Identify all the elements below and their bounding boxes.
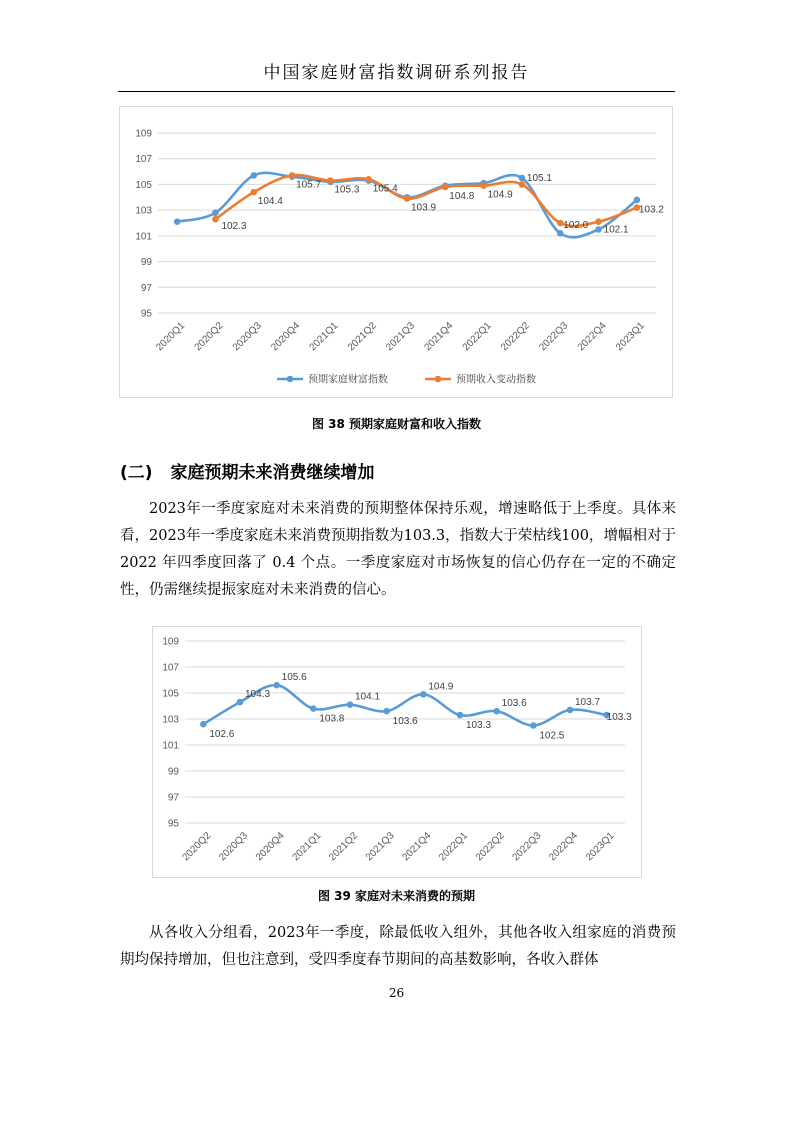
data-label: 105.1 [526, 173, 552, 184]
x-tick-label: 2020Q4 [269, 320, 303, 354]
data-point [457, 712, 464, 719]
section-title: 家庭预期未来消费继续增加 [170, 463, 375, 483]
y-tick-label: 97 [140, 282, 152, 294]
data-point [519, 181, 526, 188]
data-label: 102.6 [209, 729, 235, 741]
data-point [634, 197, 641, 204]
y-tick-label: 105 [135, 179, 152, 191]
data-label: 102.1 [603, 224, 629, 236]
data-point [480, 182, 487, 189]
data-label: 103.3 [466, 720, 492, 732]
y-tick-label: 109 [135, 128, 152, 140]
x-tick-label: 2022Q3 [537, 320, 571, 354]
y-tick-label: 103 [135, 205, 152, 217]
data-label: 104.4 [257, 196, 283, 208]
data-label: 104.9 [428, 681, 454, 693]
data-label: 103.8 [319, 713, 345, 725]
data-label: 103.9 [411, 202, 437, 214]
data-point [442, 184, 449, 191]
data-label: 105.4 [372, 183, 398, 195]
data-label: 103.3 [606, 712, 632, 724]
data-label: 105.6 [281, 672, 307, 684]
paragraph-2: 从各收入分组看，2023年一季度，除最低收入组外，其他各收入组家庭的消费预期均保持增加，但也注意到，受四季度春节期间的高基数影响，各收入群体 [120, 925, 676, 968]
data-point [365, 176, 372, 183]
y-tick-label: 99 [167, 766, 179, 778]
data-point [420, 691, 427, 698]
x-tick-label: 2021Q1 [307, 320, 341, 354]
x-tick-label: 2023Q1 [613, 320, 647, 354]
data-point [404, 195, 411, 202]
x-tick-label: 2022Q1 [460, 320, 494, 354]
legend-label: 预期家庭财富指数 [308, 374, 388, 386]
data-point [200, 721, 207, 728]
data-label: 103.6 [501, 698, 527, 710]
legend-marker [287, 376, 294, 383]
y-tick-label: 101 [135, 231, 152, 243]
data-label: 103.6 [392, 716, 418, 728]
data-label: 102.5 [539, 730, 565, 742]
data-point [383, 708, 390, 715]
data-label: 102.3 [221, 221, 247, 233]
data-label: 104.3 [245, 689, 271, 701]
x-tick-label: 2022Q2 [499, 320, 532, 354]
x-tick-label: 2020Q3 [230, 320, 264, 354]
legend-label: 预期收入变动指数 [456, 374, 536, 386]
x-tick-label: 2021Q4 [400, 830, 434, 864]
x-tick-label: 2020Q2 [192, 320, 226, 354]
data-point [567, 707, 574, 714]
x-tick-label: 2022Q4 [547, 830, 581, 864]
data-point [273, 682, 280, 689]
y-tick-label: 109 [162, 636, 179, 648]
data-point [519, 175, 526, 182]
x-tick-label: 2021Q3 [384, 320, 418, 354]
data-label: 105.3 [334, 184, 360, 196]
data-point [595, 226, 602, 233]
figure-39-caption: 图 39 家庭对未来消费的预期 [317, 889, 476, 903]
data-point [530, 722, 537, 729]
data-point [289, 172, 296, 179]
data-point [347, 701, 354, 708]
x-tick-label: 2021Q2 [327, 830, 361, 864]
data-label: 102.0 [563, 220, 589, 231]
x-tick-label: 2020Q4 [253, 830, 287, 864]
data-point [595, 218, 602, 225]
y-tick-label: 99 [140, 257, 152, 269]
figure-38-svg [120, 107, 672, 397]
paragraph-1: 2023年一季度家庭对未来消费的预期整体保持乐观，增速略低于上季度。具体来看，2023年一季度家庭未来消费预期指数为103.3，指数大于荣枯线100，增幅相对于 2022 年四季度回落了 0.4 个点。一季度家庭对市场恢复的信心仍存在一定的不确定性，仍需继续提振家庭对未来消费的信心。 [120, 501, 676, 598]
x-tick-label: 2020Q3 [217, 830, 251, 864]
data-point [250, 189, 257, 196]
x-tick-label: 2021Q1 [290, 830, 324, 864]
x-tick-label: 2020Q1 [154, 320, 188, 354]
data-label: 104.9 [487, 189, 513, 201]
y-tick-label: 97 [167, 792, 179, 804]
figure-39-svg [153, 627, 641, 877]
data-point [212, 209, 219, 216]
x-tick-label: 2022Q4 [575, 320, 609, 354]
data-point [493, 708, 500, 715]
page-header-title: 中国家庭财富指数调研系列报告 [263, 63, 530, 83]
data-point [237, 699, 244, 706]
y-tick-label: 107 [162, 662, 179, 674]
page-number: 26 [388, 986, 405, 1000]
y-tick-label: 101 [162, 740, 179, 752]
x-tick-label: 2021Q4 [422, 320, 456, 354]
data-label: 103.2 [638, 204, 664, 216]
y-tick-label: 103 [162, 714, 179, 726]
y-tick-label: 105 [162, 688, 179, 700]
figure-39-chart [152, 626, 642, 878]
y-tick-label: 95 [167, 818, 179, 830]
figure-38-chart [119, 106, 673, 398]
legend-marker [435, 376, 442, 383]
x-tick-label: 2022Q1 [437, 830, 471, 864]
figure-38-caption: 图 38 预期家庭财富和收入指数 [311, 417, 482, 431]
section-heading [120, 458, 375, 483]
x-tick-label: 2021Q2 [345, 320, 379, 354]
header-rule [118, 91, 675, 92]
y-tick-label: 107 [135, 154, 152, 166]
data-label: 103.7 [575, 696, 601, 708]
data-point [174, 218, 181, 225]
data-point [212, 216, 219, 223]
data-point [310, 705, 317, 712]
data-point [327, 177, 334, 184]
data-label: 104.8 [449, 191, 475, 202]
data-label: 104.1 [355, 691, 381, 703]
x-tick-label: 2022Q2 [473, 830, 507, 864]
x-tick-label: 2020Q2 [180, 830, 214, 864]
data-point [250, 172, 257, 179]
y-tick-label: 95 [140, 308, 152, 320]
x-tick-label: 2022Q3 [510, 830, 544, 864]
x-tick-label: 2023Q1 [583, 830, 617, 864]
section-number: (二) [120, 463, 153, 483]
data-label: 105.7 [296, 179, 322, 191]
x-tick-label: 2021Q3 [363, 830, 397, 864]
